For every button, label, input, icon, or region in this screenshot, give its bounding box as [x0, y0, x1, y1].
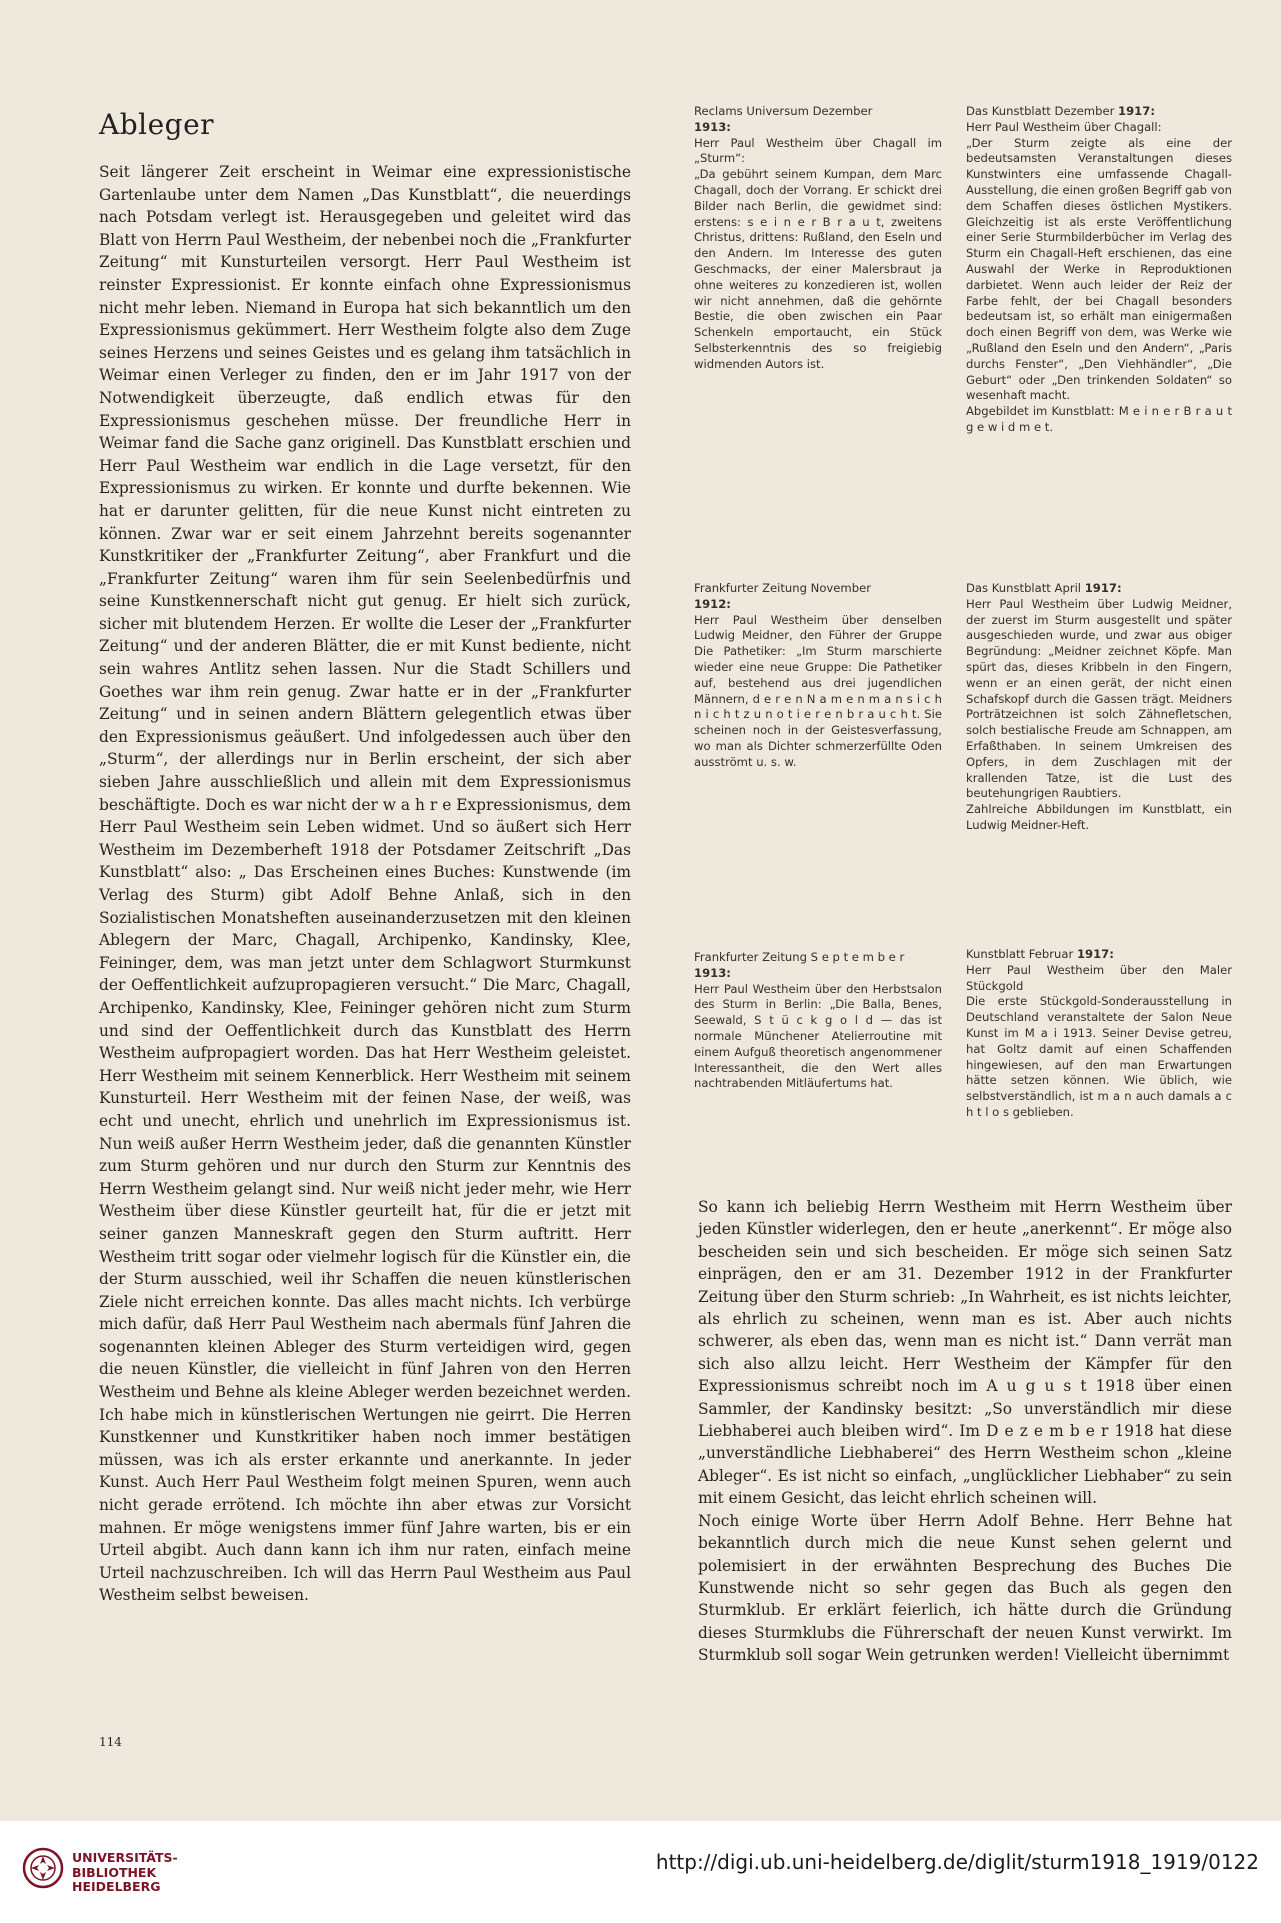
- quote-body: Herr Paul Westheim über den Herbstsalon des Sturm in Berlin: „Die Balla, Benes, Seewald, S t ü c k g o l d — das ist normale Münchener Atelierroutine mit einem Aufguß theoretisch angenommener Interessantheit, die den Wert alles nachtrabenden Mitläufertums hat.: [694, 981, 942, 1091]
- university-seal-icon: [22, 1847, 64, 1889]
- library-logo-text: [72, 1851, 178, 1895]
- page-number: 114: [99, 1735, 122, 1749]
- logo-line: UNIVERSITÄTS-: [72, 1850, 178, 1865]
- quote-year: 1913:: [694, 965, 731, 980]
- quote-reclams-1913: [694, 104, 942, 373]
- quote-body: Herr Paul Westheim über Chagall: „Der Sturm zeigte als eine der bedeutsamsten Veranstaltungen dieses Kunstwinters eine umfassende Chagall-Ausstellung, die einen großen Begriff gab von dem Schaffen dieses östlichen Mystikers. Gleichzeitig ist als erste Veröffentlichung einer Serie Sturmbilderbücher im Verlag des Sturm ein Chagall-Heft erschienen, das eine Auswahl der Werke in Reproduktionen darbietet. Wenn auch leider der Reiz der Farbe fehlt, der bei Chagall besonders bedeutsam ist, so erhält man einigermaßen doch einen Begriff von dem, was Werke wie „Rußland den Eseln und den Andern“, „Paris durchs Fenster“, „Den Viehhändler“, „Die Geburt“ oder „Den trinkenden Soldaten“ so wesenhaft macht. Abgebildet im Kunstblatt: M e i n e r B r a u t g e w i d m e t.: [966, 119, 1232, 434]
- quote-body: Herr Paul Westheim über Ludwig Meidner, der zuerst im Sturm ausgestellt und später ausgeschieden wurde, und zwar aus obiger Begründung: „Meidner zeichnet Köpfe. Man spürt das, dieses Kribbeln in den Fingern, wenn er an einen gerät, der nicht einen Schafskopf durch die Gassen trägt. Meidners Porträtzeichnen ist solch Zähnefletschen, solch bestialische Freude am Schnappen, am Erfaßthaben. In seinem Umkreisen des Opfers, in dem Zuschlagen mit der krallenden Tatze, ist die Lust des beutehungrigen Raubtiers. Zahlreiche Abbildungen im Kunstblatt, ein Ludwig Meidner-Heft.: [966, 596, 1232, 832]
- quote-frankfurter-nov-1912: [694, 581, 942, 771]
- continuation-text: So kann ich beliebig Herrn Westheim mit Herrn Westheim über jeden Künstler widerlegen, den er heute „anerkennt“. Er möge also bescheiden sein und sich bescheiden. Er möge sich seinen Satz einprägen, den er am 31. Dezember 1912 in der Frankfurter Zeitung über den Sturm schrieb: „In Wahrheit, es ist nichts leichter, als ehrlich zu scheinen, wenn man es ist. Aber auch nichts schwerer, als eben das, wenn man es nicht ist.“ Dann verrät man sich also allzu leicht. Herr Westheim der Kämpfer für den Expressionismus schreibt noch im A u g u s t 1918 über einen Sammler, der Kandinsky besitzt: „So unverständlich mir diese Liebhaberei auch bleiben wird“. Im D e z e m b e r 1918 hat diese „unverständliche Liebhaberei“ des Herrn Westheim schon „kleine Ableger“. Es ist nicht so einfach, „unglücklicher Liebhaber“ zu sein mit einem Gesicht, das leicht ehrlich scheinen will. Noch einige Worte über Herrn Adolf Behne. Herr Behne hat bekanntlich durch mich die neue Kunst sehen gelernt und polemisiert in der erwähnten Besprechung des Buches Die Kunstwende nicht so sehr gegen das Buch als gegen den Sturmklub. Er erklärt feierlich, ich hätte durch die Gründung dieses Sturmklubs die Führerschaft der neuen Kunst verwirkt. Im Sturmklub soll sogar Wein getrunken werden! Vielleicht übernimmt: [698, 1198, 1232, 1665]
- quote-source: Das Kunstblatt Dezember: [966, 104, 1115, 118]
- quote-year: 1913:: [694, 119, 731, 134]
- logo-line: HEIDELBERG: [72, 1879, 161, 1894]
- quote-kunstblatt-dez-1917: [966, 104, 1232, 436]
- permalink-url[interactable]: http://digi.ub.uni-heidelberg.de/diglit/sturm1918_1919/0122: [655, 1850, 1259, 1874]
- quote-frankfurter-sep-1913: [694, 950, 942, 1092]
- main-article-text: Seit längerer Zeit erscheint in Weimar eine expressionistische Gartenlaube unter dem Namen „Das Kunstblatt“, die neuerdings nach Potsdam verlegt ist. Herausgegeben und geleitet wird das Blatt von Herrn Paul Westheim, der nebenbei noch die „Frankfurter Zeitung“ mit Kunsturteilen versorgt. Herr Paul Westheim ist reinster Expressionist. Er konnte einfach ohne Expressionismus nicht mehr leben. Niemand in Europa hat sich bekanntlich um den Expressionismus gekümmert. Herr Westheim folgte also dem Zuge seines Herzens und seines Geistes und es gelang ihm tatsächlich in Weimar einen Verleger zu finden, den er im Jahr 1917 von der Notwendigkeit überzeugte, daß endlich etwas für den Expressionismus geschehen müsse. Der freundliche Herr in Weimar fand die Sache ganz originell. Das Kunstblatt erschien und Herr Paul Westheim war endlich in die Lage versetzt, für den Expressionismus zu wirken. Er konnte und durfte bekennen. Wie hat er darunter gelitten, für die neue Kunst nicht eintreten zu können. Zwar war er seit einem Jahrzehnt bereits sogenannter Kunstkritiker der „Frankfurter Zeitung“, aber Frankfurt und die „Frankfurter Zeitung“ waren ihm für sein Seelenbedürfnis und seine Kunstkennerschaft nicht gut genug. Er hielt sich zurück, sicher mit blutendem Herzen. Er wollte die Leser der „Frankfurter Zeitung“ und der anderen Blätter, die er mit Kunst bediente, nicht sein wahres Antlitz sehen lassen. Nur die Stadt Schillers und Goethes war ihm rein genug. Zwar hatte er in der „Frankfurter Zeitung“ und in seinen andern Blättern gelegentlich etwas über den Expressionismus geäußert. Und infolgedessen auch über den „Sturm“, der allerdings nur in Berlin erscheint, der sich aber sieben Jahre ausschließlich und allein mit dem Expressionismus beschäftigte. Doch es war nicht der w a h r e Expressionismus, dem Herr Paul Westheim sein Leben widmet. Und so äußert sich Herr Westheim im Dezemberheft 1918 der Potsdamer Zeitschrift „Das Kunstblatt“ also: „ Das Erscheinen eines Buches: Kunstwende (im Verlag des Sturm) gibt Adolf Behne Anlaß, sich in den Sozialistischen Monatsheften auseinanderzusetzen mit den kleinen Ablegern der Marc, Chagall, Archipenko, Kandinsky, Klee, Feininger, dem, was man jetzt unter dem Schlagwort Sturmkunst der Oeffentlichkeit aufzupropagieren versucht.“ Die Marc, Chagall, Archipenko, Kandinsky, Klee, Feininger gehören nicht zum Sturm und sind der Oeffentlichkeit durch das Kunstblatt des Herrn Westheim aufpropagiert worden. Das hat Herr Westheim geleistet. Herr Westheim mit seinem Kennerblick. Herr Westheim mit seinem Kunsturteil. Herr Westheim mit der feinen Nase, der weiß, was echt und unecht, ehrlich und unehrlich im Expressionismus ist. Nun weiß außer Herrn Westheim jeder, daß die genannten Künstler zum Sturm gehören und nur durch den Sturm zur Kenntnis des Herrn Westheim gelangt sind. Nur weiß nicht jeder mehr, wie Herr Westheim über diese Künstler geurteilt hat, für die er jetzt mit seiner ganzen Manneskraft gegen den Sturm auftritt. Herr Westheim tritt sogar oder vielmehr logisch für die Künstler ein, die der Sturm ausschied, weil ihr Schaffen die neuen künstlerischen Ziele nicht erreichen konnte. Das alles macht nichts. Ich verbürge mich dafür, daß Herr Paul Westheim nach abermals fünf Jahren die sogenannten kleinen Ableger des Sturm verteidigen wird, gegen die neuen Künstler, die vielleicht in fünf Jahren von den Herren Westheim und Behne als kleine Ableger werden bezeichnet werden. Ich habe mich in künstlerischen Wertungen nie geirrt. Die Herren Kunstkenner und Kunstkritiker haben noch immer bestätigen müssen, was ich als erster erkannte und anerkannte. In jeder Kunst. Auch Herr Paul Westheim folgt meinen Spuren, wenn auch nicht gerade errötend. Ich möchte ihn aber etwas zur Vorsicht mahnen. Er möge wenigstens immer fünf Jahre warten, bis er ein Urteil abgibt. Auch dann kann ich ihm nur raten, einfach meine Urteil nachzuschreiben. Ich will das Herrn Paul Westheim aus Paul Westheim selbst beweisen.: [99, 163, 631, 1605]
- footer-bar: [0, 1821, 1281, 1923]
- quote-kunstblatt-feb-1917: [966, 947, 1232, 1121]
- quote-source: Das Kunstblatt April: [966, 581, 1082, 595]
- quote-year: 1912:: [694, 596, 731, 611]
- quote-body: Herr Paul Westheim über den Maler Stückgold Die erste Stückgold-Sonderausstellung in Deutschland veranstaltete der Salon Neue Kunst im M a i 1913. Seiner Devise getreu, hat Goltz damit auf einen Schaffenden hingewiesen, auf den man Erwartungen hätte setzen können. Wie üblich, wie selbstverständlich, ist m a n auch damals a c h t l o s geblieben.: [966, 962, 1232, 1119]
- quote-kunstblatt-apr-1917: [966, 581, 1232, 834]
- quote-year: 1917:: [1118, 104, 1155, 118]
- quote-body: Herr Paul Westheim über Chagall im „Sturm“: „Da gebührt seinem Kumpan, dem Marc Chagall, doch der Vorrang. Er schickt drei Bilder nach Berlin, die gewidmet sind: erstens: s e i n e r B r a u t, zweitens Christus, drittens: Rußland, den Eseln und den Andern. Im Interesse des guten Geschmacks, der einer Malersbraut ja ohne weiteres zu konzedieren ist, wollen wir nicht annehmen, daß die gehörnte Bestie, die oben zwischen ein Paar Schenkeln emportaucht, ein Stück Selbsterkenntnis des so freigiebig widmenden Autors ist.: [694, 135, 942, 371]
- quote-source: Frankfurter Zeitung S e p t e m b e r: [694, 950, 905, 964]
- article-title: Ableger: [99, 108, 215, 141]
- quote-source: Kunstblatt Februar: [966, 947, 1074, 961]
- quote-year: 1917:: [1076, 947, 1114, 961]
- quote-source: Reclams Universum Dezember: [694, 104, 873, 118]
- quote-source: Frankfurter Zeitung November: [694, 581, 871, 595]
- logo-line: BIBLIOTHEK: [72, 1864, 157, 1880]
- quote-body: Herr Paul Westheim über denselben Ludwig Meidner, den Führer der Gruppe Die Pathetiker: „Im Sturm marschierte wieder eine neue Gruppe: Die Pathetiker auf, bestehend aus drei jugendlichen Männern, d e r e n N a m e n m a n s i c h n i c h t z u n o t i e r e n b r a u c h t. Sie scheinen noch in der Geistesverfassung, wo man als Dichter schmerzerfüllte Oden ausströmt u. s. w.: [694, 612, 942, 769]
- quote-year: 1917:: [1084, 581, 1122, 595]
